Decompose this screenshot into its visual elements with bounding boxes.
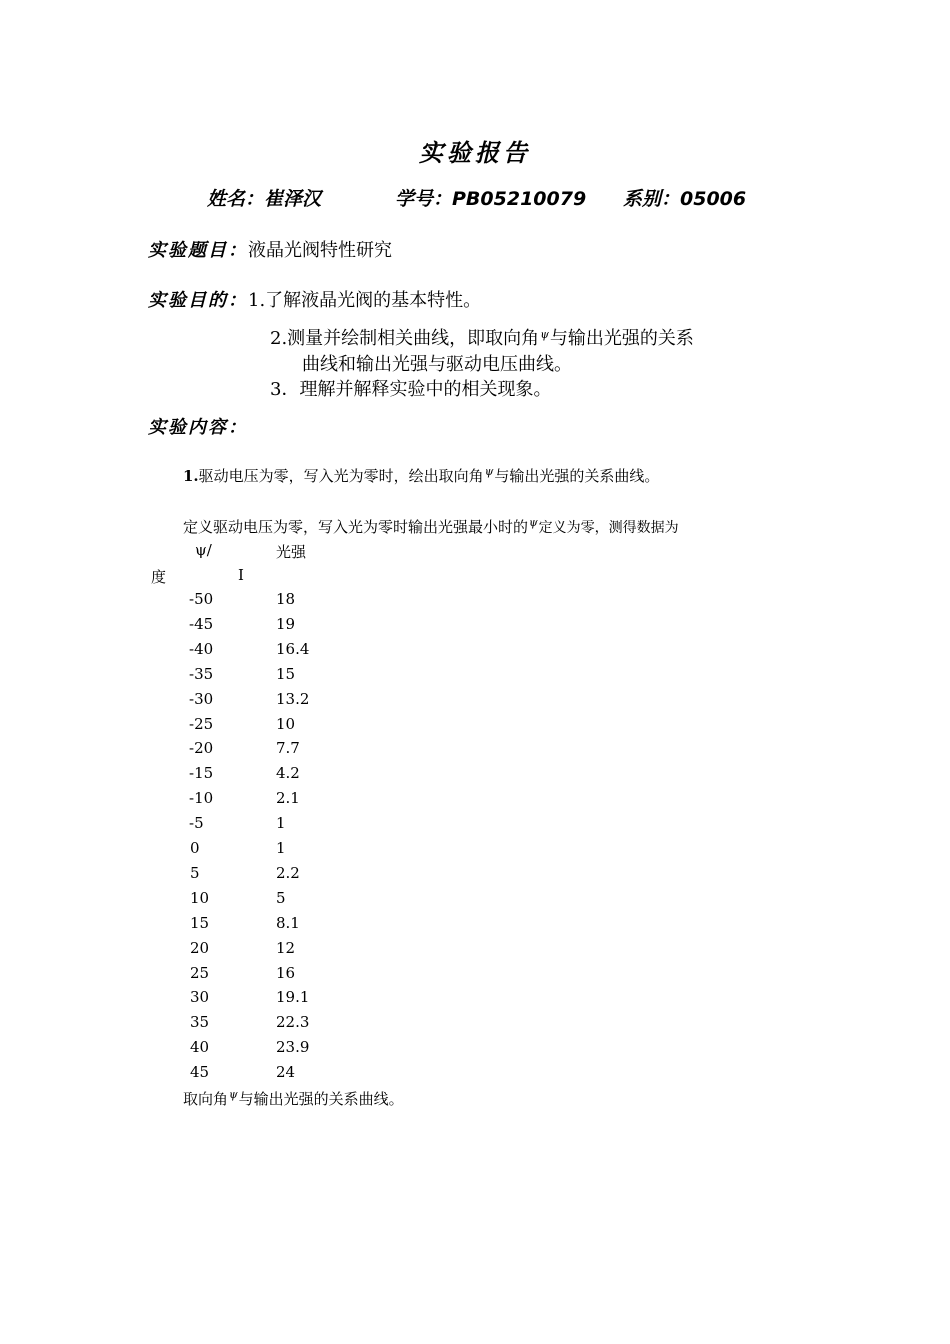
psi-symbol: ψ xyxy=(229,1088,238,1101)
table-cell-angle: 40 xyxy=(190,1038,210,1057)
psi-symbol: ψ xyxy=(540,328,549,341)
table-cell-angle: 25 xyxy=(190,963,210,982)
table-cell-angle: 35 xyxy=(190,1013,210,1032)
section-1-number: 1. xyxy=(183,467,199,485)
report-title: 实验报告 xyxy=(419,139,531,167)
table-cell-angle: -25 xyxy=(189,714,214,733)
table-cell-intensity: 1 xyxy=(276,839,286,857)
table-cell-angle: -30 xyxy=(189,689,214,708)
table-cell-angle: -15 xyxy=(189,764,214,783)
table-cell-angle: -40 xyxy=(189,639,214,658)
purpose-item-3: 3．理解并解释实验中的相关现象。 xyxy=(270,379,552,400)
purpose-item-2-cont: 曲线和输出光强与驱动电压曲线。 xyxy=(302,354,572,375)
table-cell-intensity: 24 xyxy=(276,1063,296,1082)
chart-caption xyxy=(183,1088,404,1109)
table-cell-angle: 5 xyxy=(190,863,200,882)
table-header-angle: ψ/ xyxy=(195,541,212,559)
department: 系别：05006 xyxy=(623,188,747,210)
table-cell-intensity: 16 xyxy=(276,963,296,982)
topic-text: 液晶光阀特性研究 xyxy=(248,240,392,261)
table-cell-angle: 20 xyxy=(190,938,210,957)
purpose-label: 实验目的： xyxy=(148,290,248,311)
table-cell-intensity: 23.9 xyxy=(276,1038,310,1057)
table-header-intensity: 光强 xyxy=(276,543,307,561)
topic-label: 实验题目： xyxy=(148,240,248,261)
psi-symbol: ψ xyxy=(529,516,538,529)
student-name: 姓名：崔泽汉 xyxy=(207,188,322,210)
table-cell-angle: 10 xyxy=(190,888,210,907)
definition-line xyxy=(183,516,679,537)
content-label: 实验内容： xyxy=(148,417,248,438)
psi-symbol: ψ xyxy=(484,465,494,478)
table-cell-intensity: 10 xyxy=(276,714,296,733)
table-cell-intensity: 4.2 xyxy=(276,764,300,783)
definition-text-a: 定义驱动电压为零，写入光为零时输出光强最小时的 xyxy=(183,518,529,536)
table-cell-intensity: 2.2 xyxy=(276,863,300,882)
table-cell-intensity: 16.4 xyxy=(276,639,310,658)
topic-row xyxy=(148,236,392,262)
purpose-item-2 xyxy=(270,324,694,350)
table-cell-intensity: 19 xyxy=(276,614,296,633)
section-1-text-a: 驱动电压为零，写入光为零时，绘出取向角 xyxy=(198,467,484,485)
definition-text-b: 定义为零，测得数据为 xyxy=(538,520,679,536)
table-cell-angle: -45 xyxy=(189,614,214,633)
purpose-item-2-b: 与输出光强的关系 xyxy=(549,328,694,349)
table-cell-intensity: 19.1 xyxy=(276,988,310,1007)
section-1-heading xyxy=(183,465,659,486)
table-cell-intensity: 5 xyxy=(276,888,286,907)
table-cell-angle: -20 xyxy=(189,739,214,758)
caption-text-a: 取向角 xyxy=(183,1090,229,1108)
table-cell-intensity: 22.3 xyxy=(276,1013,310,1032)
table-cell-intensity: 2.1 xyxy=(276,789,300,808)
student-id: 学号：PB05210079 xyxy=(395,188,587,210)
purpose-row xyxy=(148,286,481,312)
table-cell-angle: -5 xyxy=(189,814,204,833)
table-cell-intensity: 12 xyxy=(276,938,296,957)
table-cell-angle: 0 xyxy=(190,839,200,857)
table-cell-intensity: 7.7 xyxy=(276,739,300,758)
table-cell-angle: -50 xyxy=(189,590,214,608)
table-cell-angle: 15 xyxy=(190,913,210,932)
table-cell-intensity: 15 xyxy=(276,664,296,683)
purpose-item-2-a: 2.测量并绘制相关曲线，即取向角 xyxy=(270,328,540,349)
table-cell-angle: -10 xyxy=(189,789,214,808)
table-cell-intensity: 8.1 xyxy=(276,913,300,932)
table-cell-angle: 45 xyxy=(190,1063,210,1082)
table-cell-intensity: 1 xyxy=(276,814,286,833)
table-header-intensity-unit: I xyxy=(238,566,244,584)
section-1-text-b: 与输出光强的关系曲线。 xyxy=(494,467,660,485)
table-header-angle-unit: 度 xyxy=(151,568,167,586)
table-cell-angle: 30 xyxy=(190,988,210,1007)
table-cell-intensity: 18 xyxy=(276,590,296,608)
table-cell-intensity: 13.2 xyxy=(276,689,310,708)
caption-text-b: 与输出光强的关系曲线。 xyxy=(238,1090,404,1108)
table-cell-angle: -35 xyxy=(189,664,214,683)
purpose-item-1: 1.了解液晶光阀的基本特性。 xyxy=(248,290,482,311)
